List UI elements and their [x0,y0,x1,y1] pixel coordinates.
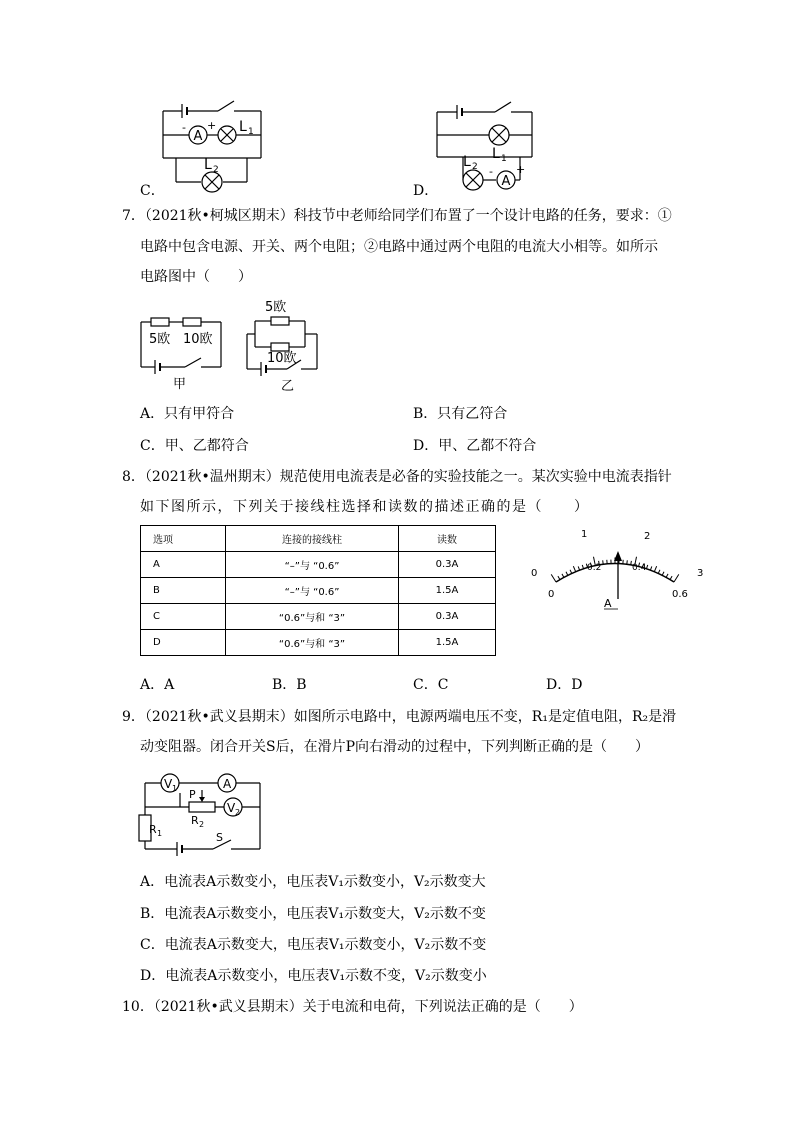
v2-label: V [227,801,236,815]
q8-option-b[interactable]: B．B [272,677,307,693]
table-cell: C [141,604,226,630]
table-cell: 1.5A [399,630,496,656]
q8-option-c[interactable]: C．C [413,677,449,693]
inner-label-0-2: 0.2 [587,563,602,573]
inner-label-0-6: 0.6 [672,589,688,600]
l2-sub: 2 [472,162,478,172]
dial-tick [654,566,656,572]
q8-stem-line1: 8．（2021秋•温州期末）规范使用电流表是必备的实验技能之一。某次实验中电流表指针 [122,469,672,485]
table-cell: B [141,578,226,604]
option-c-label: C． [140,183,165,199]
l2-label: L [463,154,471,170]
table-cell: 1.5A [399,578,496,604]
r2-label: 10欧 [183,332,213,347]
unit-label: A [604,597,612,610]
yi-label: 乙 [281,379,295,394]
outer-label-2: 2 [644,531,651,542]
l1-label: L [239,119,247,135]
outer-label-1: 1 [581,529,588,540]
q9-option-a[interactable]: A．电流表A示数变小，电压表V₁示数变小，V₂示数变大 [140,874,486,890]
outer-label-3: 3 [697,568,704,579]
dial-tick [674,574,679,582]
r1-label: 5欧 [265,300,287,315]
v2-sub: 2 [235,808,241,817]
dial-tick [551,574,556,582]
q8-option-d[interactable]: D．D [546,677,583,693]
table-header-row [141,526,496,552]
v1-label: V [164,777,173,791]
l1-sub: 1 [248,127,254,137]
table-header: 选项 [141,526,226,552]
q9-stem-line2: 动变阻器。闭合开关S后，在滑片P向右滑动的过程中，下列判断正确的是（ ） [140,739,650,755]
table-row [141,578,496,604]
outer-label-0: 0 [531,568,538,579]
q7-stem-line1: 7．（2021秋•柯城区期末）科技节中老师给同学们布置了一个设计电路的任务，要求：① [122,208,672,224]
ammeter-dial [520,525,710,615]
q7-circuit-yi [245,297,325,397]
q8-stem-line2: 如下图所示，下列关于接线柱选择和读数的描述正确的是（ ） [140,499,590,515]
q10-stem-line1: 10．（2021秋•武义县期末）关于电流和电荷，下列说法正确的是（ ） [122,999,583,1015]
r2-sub: 2 [199,820,205,829]
r1-label: R [149,823,157,836]
r1-sub: 1 [157,829,163,838]
table-cell: 0.3A [399,552,496,578]
q9-option-c[interactable]: C．电流表A示数变大，电压表V₁示数变小，V₂示数不变 [140,937,487,953]
table-cell: “–”与 “0.6” [226,578,399,604]
q7-option-a[interactable]: A．只有甲符合 [140,406,235,422]
q9-option-b[interactable]: B．电流表A示数变小，电压表V₁示数变大，V₂示数不变 [140,906,486,922]
table-cell: A [141,552,226,578]
r2-label: R [191,814,199,827]
q8-options-table [140,525,496,656]
table-cell: “0.6”与和 “3” [226,630,399,656]
ammeter-label: A [501,174,511,189]
q9-circuit-diagram [135,765,270,865]
q7-stem-line3: 电路图中（ ） [140,269,252,285]
q7-stem-line2: 电路中包含电源、开关、两个电阻；②电路中通过两个电阻的电流大小相等。如所示 [140,239,658,255]
option-d-label: D． [413,183,439,199]
s-label: S [216,831,223,844]
v1-sub: 1 [172,784,178,793]
inner-label-0: 0 [548,589,555,600]
table-cell: D [141,630,226,656]
q7-circuit-jia [135,312,230,392]
l1-label: L [492,146,500,162]
plus-sign: + [516,163,526,176]
q7-option-d[interactable]: D．甲、乙都不符合 [413,438,537,454]
jia-label: 甲 [173,377,187,392]
minus-sign: - [182,121,186,134]
table-header: 连接的接线柱 [226,526,399,552]
table-cell: “0.6”与和 “3” [226,604,399,630]
table-row [141,604,496,630]
plus-sign: + [207,119,217,132]
table-header: 读数 [399,526,496,552]
q7-option-b[interactable]: B．只有乙符合 [413,406,508,422]
l2-sub: 2 [213,165,219,175]
dial-tick [573,566,575,572]
q9-stem-line1: 9．（2021秋•武义县期末）如图所示电路中，电源两端电压不变，R₁是定值电阻，R₂是滑 [122,709,677,725]
q7-option-c[interactable]: C．甲、乙都符合 [140,438,249,454]
l2-label: L [204,157,212,173]
q9-option-d[interactable]: D．电流表A示数变小，电压表V₁示数不变，V₂示数变小 [140,968,487,984]
p-label: P [189,788,196,801]
minus-sign: - [489,165,493,178]
table-cell: 0.3A [399,604,496,630]
q8-option-a[interactable]: A．A [140,677,175,693]
l1-sub: 1 [501,154,507,164]
table-row [141,630,496,656]
a-label: A [223,777,232,791]
ammeter-label: A [193,129,203,144]
r2-label: 10欧 [267,351,297,366]
table-cell: “–”与 “0.6” [226,552,399,578]
r1-label: 5欧 [149,332,171,347]
table-row [141,552,496,578]
inner-label-0-4: 0.4 [632,563,647,573]
